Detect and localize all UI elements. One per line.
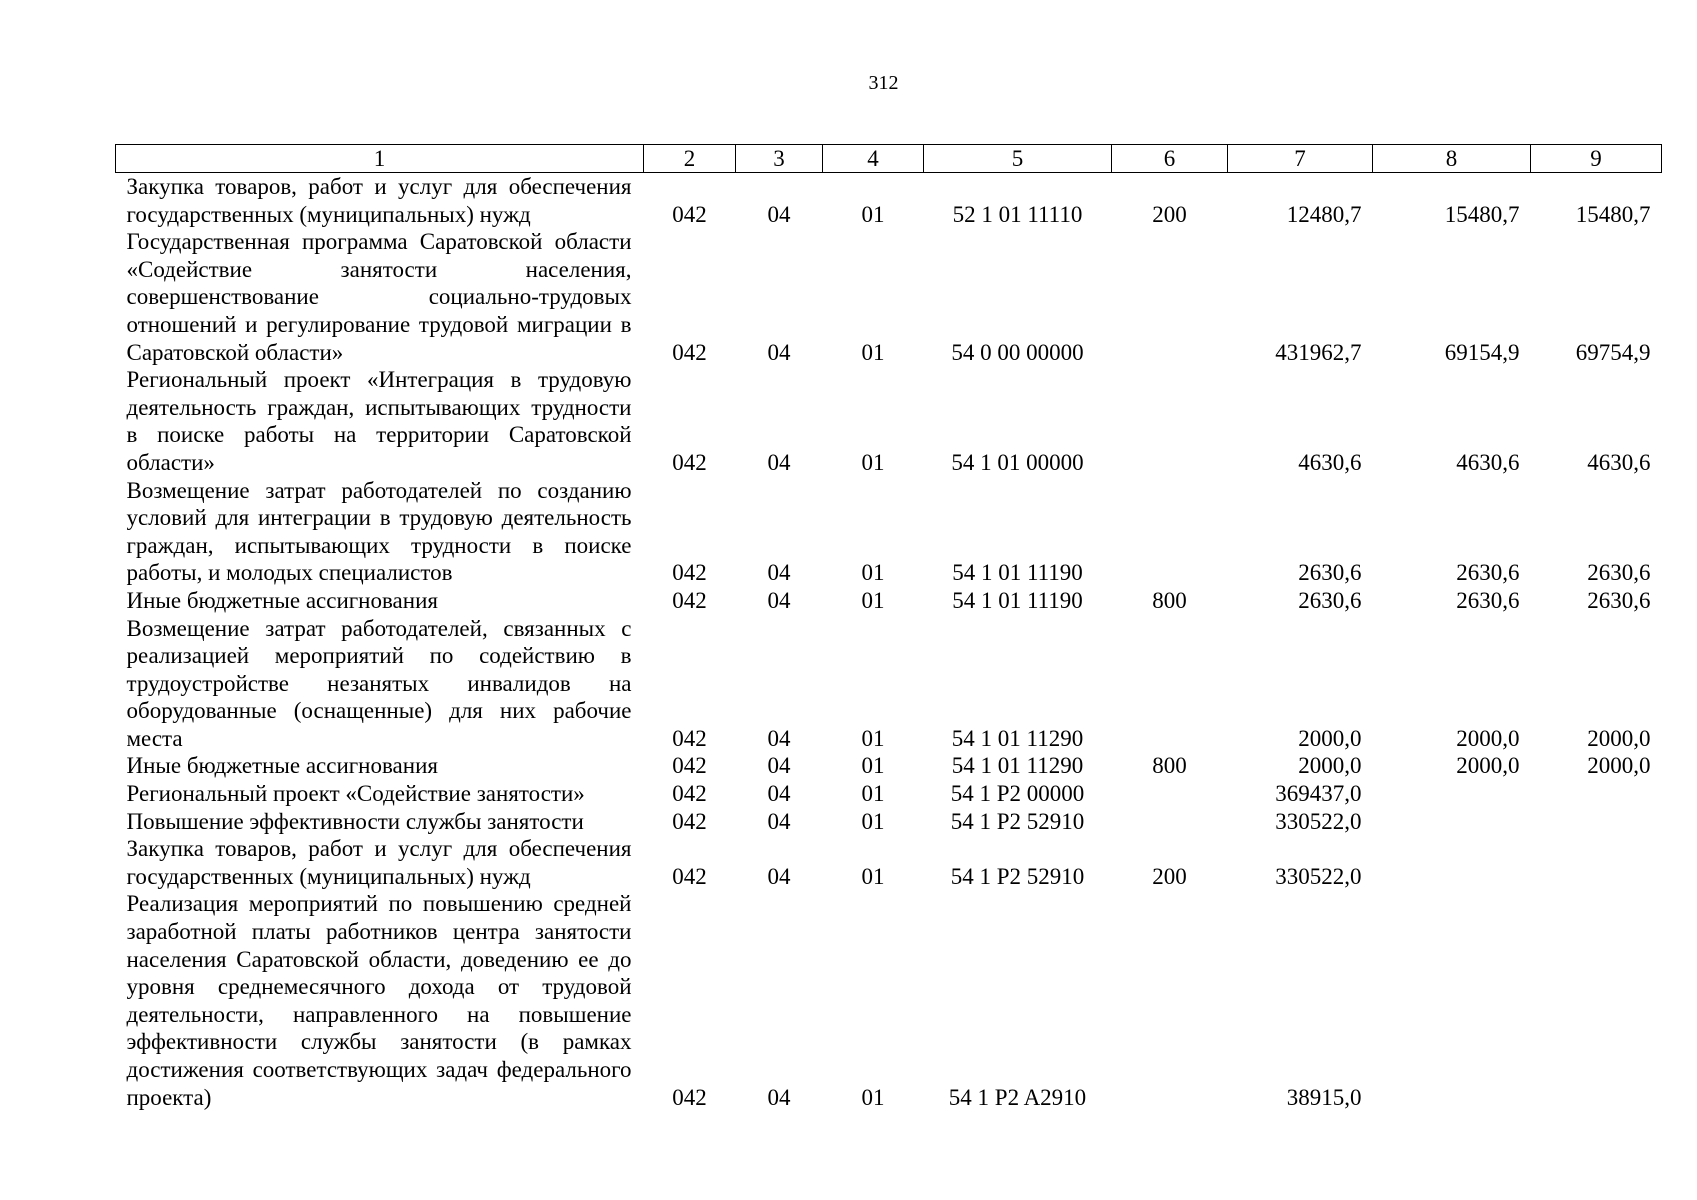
column-header: 4 [823, 145, 924, 173]
row-amount-col9 [1531, 780, 1662, 808]
row-ministry-code: 042 [672, 339, 707, 365]
row-name: Региональный проект «Содействие занятости» [126, 781, 585, 807]
column-header: 9 [1531, 145, 1662, 173]
row-ministry-code: 042 [672, 781, 707, 807]
row-expense-type [1112, 780, 1228, 808]
row-section-code: 04 [767, 863, 791, 889]
row-amount-col8: 69154,9 [1444, 339, 1520, 365]
row-amount-col9: 2000,0 [1587, 725, 1651, 751]
row-target-article: 54 1 P2 A2910 [948, 1084, 1087, 1110]
row-target-article: 52 1 01 11110 [952, 201, 1083, 227]
row-section-code: 04 [767, 1084, 791, 1110]
row-target-article: 54 1 01 11290 [951, 753, 1084, 779]
row-subsection-code: 01 [861, 560, 885, 586]
row-name: Повышение эффективности службы занятости [126, 808, 584, 834]
row-amount-col8: 2000,0 [1456, 725, 1520, 751]
row-name: Закупка товаров, работ и услуг для обеспечения государственных (муниципальных) нужд [126, 174, 632, 227]
row-amount-col8: 2630,6 [1456, 560, 1520, 586]
row-expense-type [1112, 477, 1228, 587]
row-amount-col8 [1373, 780, 1531, 808]
row-expense-type [1112, 808, 1228, 836]
row-amount-col8 [1373, 808, 1531, 836]
table-row [116, 835, 1662, 890]
row-ministry-code: 042 [672, 1084, 707, 1110]
row-name: Региональный проект «Интеграция в трудовую деятельность граждан, испытывающих трудности в поиске работы на территории Саратовской области» [126, 367, 632, 475]
column-header: 3 [736, 145, 823, 173]
row-name: Иные бюджетные ассигнования [126, 753, 438, 779]
row-section-code: 04 [767, 201, 791, 227]
row-amount-col9 [1531, 890, 1662, 1111]
row-amount-col9: 2630,6 [1587, 560, 1651, 586]
row-amount-col9: 15480,7 [1575, 201, 1651, 227]
table-row [116, 228, 1662, 366]
row-amount-col9: 69754,9 [1575, 339, 1651, 365]
row-target-article: 54 1 P2 52910 [950, 863, 1085, 889]
table-row [116, 890, 1662, 1111]
table-row [116, 808, 1662, 836]
page-number: 312 [868, 72, 899, 94]
row-expense-type: 800 [1152, 753, 1187, 779]
row-name: Реализация мероприятий по повышению средней заработной платы работников центра занятости населения Саратовской области, доведению ее до уровня среднемесячного дохода от трудовой деятельности, направленного на повышение эффективности службы занятости (в рамках достижения соответствующих задач федерального проекта) [126, 891, 632, 1110]
row-section-code: 04 [767, 339, 791, 365]
column-header: 2 [644, 145, 736, 173]
row-amount-col8 [1373, 835, 1531, 890]
row-amount-col7: 2000,0 [1298, 725, 1362, 751]
row-section-code: 04 [767, 725, 791, 751]
row-amount-col7: 369437,0 [1275, 781, 1362, 807]
row-subsection-code: 01 [861, 753, 885, 779]
row-target-article: 54 1 01 00000 [951, 449, 1084, 475]
table-body [116, 173, 1662, 1112]
table-row [116, 780, 1662, 808]
row-ministry-code: 042 [672, 201, 707, 227]
row-subsection-code: 01 [861, 339, 885, 365]
row-amount-col8: 15480,7 [1444, 201, 1520, 227]
row-subsection-code: 01 [861, 1084, 885, 1110]
row-section-code: 04 [767, 587, 791, 613]
row-expense-type: 800 [1152, 587, 1187, 613]
row-amount-col8: 4630,6 [1456, 449, 1520, 475]
row-subsection-code: 01 [861, 781, 885, 807]
row-subsection-code: 01 [861, 863, 885, 889]
row-amount-col9: 2000,0 [1587, 753, 1651, 779]
row-ministry-code: 042 [672, 560, 707, 586]
row-amount-col7: 12480,7 [1286, 201, 1362, 227]
column-header: 6 [1112, 145, 1228, 173]
table-row [116, 587, 1662, 615]
row-amount-col7: 2630,6 [1298, 560, 1362, 586]
row-section-code: 04 [767, 753, 791, 779]
row-amount-col7: 2630,6 [1298, 587, 1362, 613]
row-expense-type [1112, 615, 1228, 753]
row-target-article: 54 1 01 11290 [951, 725, 1084, 751]
row-subsection-code: 01 [861, 725, 885, 751]
row-target-article: 54 1 01 11190 [952, 587, 1083, 613]
row-section-code: 04 [767, 781, 791, 807]
row-amount-col8 [1373, 890, 1531, 1111]
table-header [116, 145, 1662, 173]
row-name: Возмещение затрат работодателей, связанных с реализацией мероприятий по содействию в трудоустройстве незанятых инвалидов на оборудованные (оснащенные) для них рабочие места [126, 615, 632, 751]
row-subsection-code: 01 [861, 201, 885, 227]
row-target-article: 54 1 P2 52910 [950, 808, 1085, 834]
row-section-code: 04 [767, 449, 791, 475]
row-expense-type: 200 [1152, 201, 1187, 227]
column-header: 5 [924, 145, 1112, 173]
row-subsection-code: 01 [861, 587, 885, 613]
column-header: 7 [1228, 145, 1373, 173]
row-amount-col9: 4630,6 [1587, 449, 1651, 475]
row-amount-col7: 38915,0 [1286, 1084, 1362, 1110]
row-subsection-code: 01 [861, 808, 885, 834]
table-row [116, 477, 1662, 587]
table-row [116, 615, 1662, 753]
row-amount-col7: 431962,7 [1275, 339, 1362, 365]
row-amount-col7: 330522,0 [1275, 808, 1362, 834]
row-expense-type [1112, 228, 1228, 366]
row-amount-col7: 2000,0 [1298, 753, 1362, 779]
row-amount-col8: 2630,6 [1456, 587, 1520, 613]
row-expense-type [1112, 890, 1228, 1111]
table-row [116, 366, 1662, 476]
row-expense-type: 200 [1152, 863, 1187, 889]
row-expense-type [1112, 366, 1228, 476]
row-name: Государственная программа Саратовской области «Содействие занятости населения, совершенствование социально-трудовых отношений и регулирование трудовой миграции в Саратовской области» [126, 229, 632, 365]
row-section-code: 04 [767, 808, 791, 834]
row-name: Закупка товаров, работ и услуг для обеспечения государственных (муниципальных) нужд [126, 836, 632, 889]
row-target-article: 54 1 P2 00000 [950, 781, 1085, 807]
row-name: Иные бюджетные ассигнования [126, 587, 438, 613]
row-ministry-code: 042 [672, 753, 707, 779]
table-row [116, 752, 1662, 780]
column-header: 8 [1373, 145, 1531, 173]
column-header: 1 [116, 145, 644, 173]
table-row [116, 173, 1662, 229]
row-ministry-code: 042 [672, 863, 707, 889]
row-ministry-code: 042 [672, 449, 707, 475]
row-amount-col9: 2630,6 [1587, 587, 1651, 613]
row-amount-col9 [1531, 808, 1662, 836]
row-ministry-code: 042 [672, 725, 707, 751]
row-section-code: 04 [767, 560, 791, 586]
row-ministry-code: 042 [672, 587, 707, 613]
row-amount-col7: 4630,6 [1298, 449, 1362, 475]
row-amount-col7: 330522,0 [1275, 863, 1362, 889]
row-amount-col9 [1531, 835, 1662, 890]
row-name: Возмещение затрат работодателей по созданию условий для интеграции в трудовую деятельность граждан, испытывающих трудности в поиске работы, и молодых специалистов [126, 477, 632, 586]
row-subsection-code: 01 [861, 449, 885, 475]
row-amount-col8: 2000,0 [1456, 753, 1520, 779]
header-row [116, 145, 1662, 173]
budget-table [115, 144, 1662, 1111]
row-target-article: 54 1 01 11190 [952, 560, 1083, 586]
row-ministry-code: 042 [672, 808, 707, 834]
row-target-article: 54 0 00 00000 [951, 339, 1084, 365]
